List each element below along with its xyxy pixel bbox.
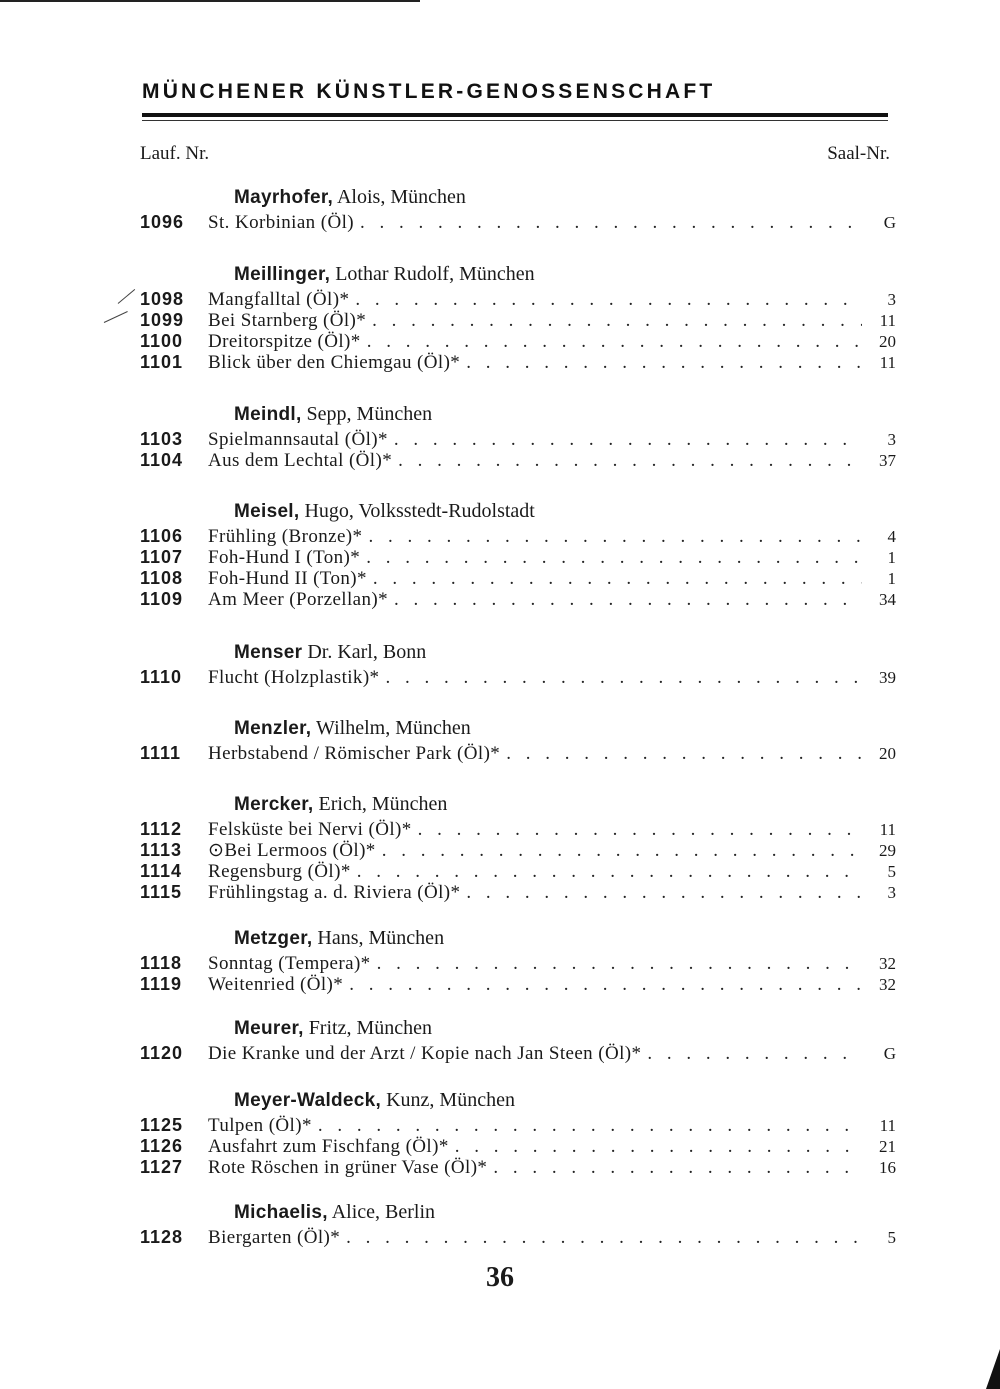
catalog-entry (140, 1157, 896, 1178)
catalog-entry (140, 667, 896, 688)
leader-dots (466, 882, 862, 903)
entry-title: Biergarten (Öl)* (208, 1227, 341, 1248)
artist-details: Alice, Berlin (327, 1201, 436, 1223)
entry-title: Flucht (Holzplastik)* (208, 667, 380, 688)
entry-number: 1103 (140, 429, 184, 449)
artist-heading (234, 496, 896, 526)
artist-section (140, 637, 896, 688)
leader-dots (366, 547, 862, 568)
leader-dots (360, 212, 862, 233)
entry-number: 1125 (140, 1115, 184, 1135)
entry-room-number: 3 (887, 430, 896, 449)
artist-heading (234, 259, 896, 289)
entry-room-number: 21 (879, 1137, 896, 1156)
leader-dots (455, 1136, 862, 1157)
entry-room-number: 16 (879, 1158, 896, 1177)
catalog-entry (140, 212, 896, 233)
entry-title: Herbstabend / Römischer Park (Öl)* (208, 743, 501, 764)
entry-number: 1111 (140, 743, 182, 763)
entry-title: Mangfalltal (Öl)* (208, 289, 350, 310)
catalog-entry (140, 974, 896, 995)
catalog-entry (140, 861, 896, 882)
entry-title: Dreitorspitze (Öl)* (208, 331, 361, 352)
entry-title: Weitenried (Öl)* (208, 974, 344, 995)
artist-heading (234, 1085, 896, 1115)
artist-section (140, 1197, 896, 1248)
artist-surname: Meindl, (234, 404, 302, 425)
leader-dots (466, 352, 862, 373)
catalog-entry (140, 953, 896, 974)
artist-details: Alois, München (333, 186, 466, 208)
artist-heading (234, 713, 896, 743)
catalog-entry (140, 840, 896, 861)
catalog-entry (140, 743, 896, 764)
catalog-entry (140, 819, 896, 840)
leader-dots (385, 667, 862, 688)
catalog-entry (140, 589, 896, 610)
artist-details: Fritz, München (303, 1017, 432, 1039)
artist-surname: Meisel, (234, 501, 300, 522)
entry-title: Frühling (Bronze)* (208, 526, 363, 547)
header-rule-thin (142, 120, 888, 121)
artist-section (140, 399, 896, 471)
artist-surname: Mayrhofer, (234, 187, 334, 208)
column-heading-lauf-nr: Lauf. Nr. (140, 143, 210, 164)
catalog-entry (140, 547, 896, 568)
artist-section (140, 713, 896, 764)
entry-title: Blick über den Chiemgau (Öl)* (208, 352, 461, 373)
artist-section (140, 1013, 896, 1064)
entry-title: ⊙Bei Lermoos (Öl)* (208, 840, 376, 861)
entry-title: Foh-Hund I (Ton)* (208, 547, 361, 568)
artist-details: Kunz, München (381, 1089, 515, 1111)
entry-title: Die Kranke und der Arzt / Kopie nach Jan Steen (Öl)* (208, 1043, 642, 1064)
artist-section (140, 789, 896, 903)
entry-number: 1128 (140, 1227, 184, 1247)
entry-number: 1118 (140, 953, 183, 973)
entry-number: 1119 (140, 974, 183, 994)
entry-title: Tulpen (Öl)* (208, 1115, 312, 1136)
entry-number: 1098 (140, 289, 185, 309)
artist-heading (234, 923, 896, 953)
leader-dots (394, 429, 862, 450)
catalog-entry (140, 568, 896, 589)
leader-dots (357, 861, 862, 882)
entry-room-number: 3 (887, 883, 896, 902)
artist-details: Dr. Karl, Bonn (302, 641, 427, 663)
artist-surname: Menser (234, 642, 303, 663)
artist-surname: Michaelis, (234, 1202, 328, 1223)
entry-room-number: 37 (879, 451, 896, 470)
artist-heading (234, 789, 896, 819)
entry-room-number: 11 (879, 820, 896, 839)
entry-title: Felsküste bei Nervi (Öl)* (208, 819, 412, 840)
entry-number: 1110 (140, 667, 183, 687)
catalog-entry (140, 289, 896, 310)
artist-heading (234, 1197, 896, 1227)
entry-title: Rote Röschen in grüner Vase (Öl)* (208, 1157, 488, 1178)
leader-dots (382, 840, 862, 861)
catalog-entry (140, 331, 896, 352)
catalog-entry (140, 1115, 896, 1136)
entry-number: 1113 (140, 840, 183, 860)
catalog-entry (140, 310, 896, 331)
entry-room-number: 11 (879, 1116, 896, 1135)
entry-title: St. Korbinian (Öl) (208, 212, 354, 233)
leader-dots (318, 1115, 862, 1136)
entry-title: Ausfahrt zum Fischfang (Öl)* (208, 1136, 449, 1157)
entry-room-number: 5 (887, 1228, 896, 1247)
entry-title: Sonntag (Tempera)* (208, 953, 371, 974)
catalog-entry (140, 429, 896, 450)
artist-details: Hugo, Volksstedt-Rudolstadt (299, 500, 535, 522)
artist-section (140, 182, 896, 233)
entry-room-number: 29 (879, 841, 896, 860)
artist-surname: Meyer-Waldeck, (234, 1090, 382, 1111)
page-header-title: MÜNCHENER KÜNSTLER-GENOSSENSCHAFT (142, 80, 716, 103)
leader-dots (346, 1227, 862, 1248)
catalog-entry (140, 450, 896, 471)
page-corner-shadow (986, 1349, 1000, 1389)
artist-details: Lothar Rudolf, München (330, 263, 535, 285)
pencil-mark (118, 289, 135, 304)
leader-dots (493, 1157, 862, 1178)
catalog-entry (140, 1136, 896, 1157)
entry-title: Am Meer (Porzellan)* (208, 589, 388, 610)
entry-room-number: 32 (879, 975, 896, 994)
artist-section (140, 1085, 896, 1178)
entry-room-number: 39 (879, 668, 896, 687)
leader-dots (377, 953, 862, 974)
catalog-entry (140, 352, 896, 373)
leader-dots (368, 526, 862, 547)
leader-dots (367, 331, 862, 352)
leader-dots (418, 819, 862, 840)
artist-details: Hans, München (312, 927, 445, 949)
artist-section (140, 496, 896, 610)
header-rule-thick (142, 113, 888, 117)
entry-number: 1114 (140, 861, 183, 881)
column-heading-saal-nr: Saal-Nr. (827, 143, 890, 164)
leader-dots (355, 289, 862, 310)
entry-title: Frühlingstag a. d. Riviera (Öl)* (208, 882, 461, 903)
artist-details: Wilhelm, München (311, 717, 471, 739)
entry-number: 1115 (140, 882, 183, 902)
entry-room-number: 20 (879, 332, 896, 351)
artist-surname: Menzler, (234, 718, 312, 739)
entry-title: Regensburg (Öl)* (208, 861, 351, 882)
artist-heading (234, 1013, 896, 1043)
entry-title: Aus dem Lechtal (Öl)* (208, 450, 393, 471)
leader-dots (394, 589, 862, 610)
entry-title: Spielmannsautal (Öl)* (208, 429, 388, 450)
artist-heading (234, 182, 896, 212)
entry-room-number: G (883, 1044, 896, 1063)
entry-room-number: 11 (879, 353, 896, 372)
entry-room-number: 1 (887, 548, 896, 567)
entry-number: 1108 (140, 568, 184, 588)
leader-dots (398, 450, 862, 471)
catalog-entry (140, 1227, 896, 1248)
entry-room-number: 1 (887, 569, 896, 588)
entry-number: 1101 (140, 352, 184, 372)
entry-room-number: 11 (879, 311, 896, 330)
artist-surname: Mercker, (234, 794, 314, 815)
entry-number: 1099 (140, 310, 185, 330)
artist-details: Erich, München (313, 793, 448, 815)
entry-room-number: 32 (879, 954, 896, 973)
entry-number: 1104 (140, 450, 184, 470)
artist-details: Sepp, München (301, 403, 433, 425)
entry-room-number: G (883, 213, 896, 232)
leader-dots (506, 743, 862, 764)
entry-room-number: 3 (887, 290, 896, 309)
entry-number: 1112 (140, 819, 183, 839)
catalog-entry (140, 882, 896, 903)
entry-number: 1100 (140, 331, 184, 351)
entry-room-number: 34 (879, 590, 896, 609)
entry-number: 1109 (140, 589, 184, 609)
entry-room-number: 4 (887, 527, 896, 546)
artist-heading (234, 399, 896, 429)
leader-dots (647, 1043, 862, 1064)
leader-dots (349, 974, 862, 995)
artist-section (140, 259, 896, 373)
leader-dots (372, 310, 862, 331)
entry-title: Foh-Hund II (Ton)* (208, 568, 367, 589)
entry-number: 1096 (140, 212, 185, 232)
pencil-mark (104, 311, 128, 323)
artist-heading (234, 637, 896, 667)
entry-number: 1120 (140, 1043, 184, 1063)
entry-room-number: 20 (879, 744, 896, 763)
entry-room-number: 5 (887, 862, 896, 881)
entry-number: 1106 (140, 526, 184, 546)
entry-number: 1107 (140, 547, 184, 567)
leader-dots (373, 568, 862, 589)
artist-section (140, 923, 896, 995)
entry-number: 1127 (140, 1157, 184, 1177)
page-number: 36 (486, 1262, 514, 1293)
artist-surname: Meurer, (234, 1018, 304, 1039)
catalog-entry (140, 1043, 896, 1064)
entry-title: Bei Starnberg (Öl)* (208, 310, 367, 331)
entry-number: 1126 (140, 1136, 184, 1156)
artist-surname: Metzger, (234, 928, 313, 949)
top-edge-line (0, 0, 420, 2)
catalog-entry (140, 526, 896, 547)
artist-surname: Meillinger, (234, 264, 331, 285)
